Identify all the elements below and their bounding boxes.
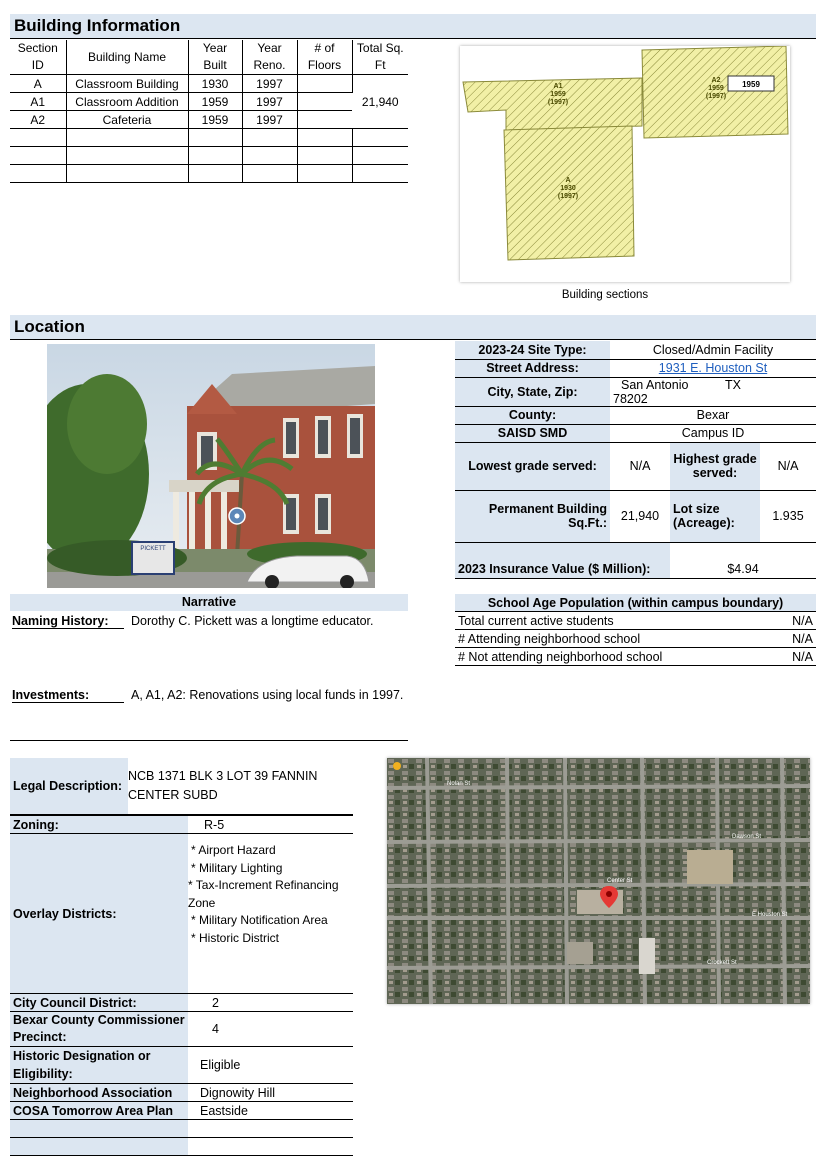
- narrative-divider: [10, 740, 408, 741]
- street-label: E Houston St: [752, 912, 788, 918]
- zip-value: 78202: [613, 391, 648, 406]
- council-value: 2: [188, 994, 353, 1012]
- population-value: N/A: [770, 648, 816, 666]
- neighborhood-row: [10, 1084, 353, 1102]
- table-row: [10, 93, 408, 111]
- location-header: [10, 315, 816, 340]
- overlay-item: * Military Notification Area: [191, 913, 328, 927]
- site-type-row: [455, 341, 816, 359]
- county-value: Bexar: [610, 406, 816, 424]
- table-cell: A2: [10, 111, 66, 129]
- population-table: [455, 594, 816, 666]
- legal-description-label: Legal Description:: [10, 758, 128, 814]
- building-photo: [47, 344, 375, 588]
- overlay-item: * Military Lighting: [191, 860, 283, 875]
- population-label: Total current active students: [455, 612, 770, 630]
- population-header-row: [455, 594, 816, 612]
- total-sqft-cell: 21,940: [352, 75, 408, 129]
- building-sections-diagram: [460, 46, 790, 282]
- table-row-empty: [10, 165, 408, 183]
- state-value: TX: [725, 377, 741, 392]
- legal-description-row: [10, 758, 353, 814]
- table-cell: 1997: [242, 111, 297, 129]
- legal-description-value: NCB 1371 BLK 3 LOT 39 FANNIN CENTER SUBD: [128, 758, 353, 814]
- sqft-lot-row: [455, 490, 816, 542]
- sections-caption: Building sections: [561, 289, 649, 301]
- legal-empty-row: [10, 1120, 353, 1138]
- building-info-title: Building Information: [14, 16, 181, 35]
- table-cell: A1: [10, 93, 66, 111]
- address-link[interactable]: 1931 E. Houston St: [658, 361, 768, 375]
- section-a2-shape: [642, 46, 788, 138]
- naming-history-label: Naming History:: [12, 614, 124, 629]
- investments-value: A, A1, A2: Renovations using local funds in 1997.: [131, 688, 404, 702]
- header-floors: # of Floors: [297, 40, 352, 75]
- perm-sqft-label: Permanent Building Sq.Ft.:: [455, 490, 610, 542]
- overlay-item: * Historic District: [191, 930, 280, 945]
- a2-reno-label: (1997): [705, 93, 727, 100]
- lowest-grade-value: N/A: [610, 442, 670, 490]
- table-cell: 1997: [242, 75, 297, 93]
- a2-box-label: 1959: [742, 80, 760, 89]
- photo-svg: [47, 344, 375, 588]
- historic-label: Historic Designation or Eligibility:: [10, 1047, 188, 1084]
- insurance-label: 2023 Insurance Value ($ Million):: [455, 542, 670, 578]
- lot-size-label: Lot size (Acreage):: [670, 490, 760, 542]
- city-value: San Antonio: [621, 377, 689, 392]
- legal-table: [10, 758, 353, 815]
- table-cell: Classroom Building: [66, 75, 188, 93]
- naming-history-value: Dorothy C. Pickett was a longtime educator.: [131, 614, 374, 628]
- header-year-reno: Year Reno.: [242, 40, 297, 75]
- council-label: City Council District:: [10, 994, 188, 1012]
- population-label: # Attending neighborhood school: [455, 630, 770, 648]
- precinct-label: Bexar County Commissioner Precinct:: [10, 1012, 188, 1047]
- header-year-built: Year Built: [188, 40, 242, 75]
- county-row: [455, 406, 816, 424]
- overlay-item: * Tax-Increment Refinancing Zone: [188, 878, 339, 910]
- a1-label: A1: [553, 83, 563, 90]
- building-info-header: [10, 14, 816, 39]
- table-row-empty: [10, 147, 408, 165]
- table-cell: [297, 93, 352, 111]
- sections-svg: [460, 46, 790, 282]
- smd-label: SAISD SMD: [455, 424, 610, 442]
- council-row: [10, 994, 353, 1012]
- zoning-label: Zoning:: [10, 816, 188, 834]
- table-row: [10, 75, 408, 93]
- overlay-row: [10, 834, 353, 994]
- insurance-row: [455, 542, 816, 578]
- investments-label: Investments:: [12, 688, 124, 703]
- population-label: # Not attending neighborhood school: [455, 648, 770, 666]
- city-state-zip-row: [455, 377, 816, 406]
- table-header-row: [10, 40, 408, 75]
- street-label: Crockett St: [707, 960, 737, 966]
- overlay-item: * Airport Hazard: [191, 843, 276, 857]
- narrative-header: Narrative: [10, 594, 408, 611]
- header-building-name: Building Name: [66, 40, 188, 75]
- smd-value: Campus ID: [610, 424, 816, 442]
- zoning-row: [10, 816, 353, 834]
- precinct-value: 4: [188, 1012, 353, 1047]
- site-type-value: Closed/Admin Facility: [610, 341, 816, 359]
- address-label: Street Address:: [455, 359, 610, 377]
- cosa-row: [10, 1102, 353, 1120]
- highest-grade-value: N/A: [760, 442, 816, 490]
- lowest-grade-label: Lowest grade served:: [455, 442, 610, 490]
- street-label: Dawson St: [732, 834, 762, 840]
- precinct-row: [10, 1012, 353, 1047]
- table-cell: 1997: [242, 93, 297, 111]
- table-row-empty: [10, 129, 408, 147]
- neighborhood-value: Dignowity Hill: [188, 1084, 353, 1102]
- table-row: [455, 630, 816, 648]
- population-value: N/A: [770, 612, 816, 630]
- a1-reno-label: (1997): [547, 99, 569, 106]
- a-year-label: 1930: [560, 185, 576, 192]
- population-value: N/A: [770, 630, 816, 648]
- header-section-id: Section ID: [10, 40, 66, 75]
- map-svg: [387, 758, 810, 1004]
- table-cell: 1959: [188, 111, 242, 129]
- historic-row: [10, 1047, 353, 1084]
- cosa-value: Eastside: [188, 1102, 353, 1120]
- a2-year-label: 1959: [708, 85, 724, 92]
- table-cell: Cafeteria: [66, 111, 188, 129]
- table-row: [455, 612, 816, 630]
- zoning-value: R-5: [188, 816, 353, 834]
- street-label: Nolan St: [447, 781, 471, 787]
- a-label: A: [565, 177, 571, 184]
- location-title: Location: [14, 317, 85, 336]
- table-row: [455, 648, 816, 666]
- overlay-label: Overlay Districts:: [10, 834, 188, 994]
- table-cell: [297, 111, 352, 129]
- grades-row: [455, 442, 816, 490]
- table-cell: Classroom Addition: [66, 93, 188, 111]
- highest-grade-label: Highest grade served:: [670, 442, 760, 490]
- city-state-zip-label: City, State, Zip:: [455, 377, 610, 406]
- site-type-label: 2023-24 Site Type:: [455, 341, 610, 359]
- zoning-table: [10, 815, 353, 1156]
- legal-empty-row: [10, 1138, 353, 1156]
- address-row: [455, 359, 816, 377]
- aerial-map[interactable]: [387, 758, 810, 1004]
- overlay-list: [188, 834, 353, 994]
- county-label: County:: [455, 406, 610, 424]
- perm-sqft-value: 21,940: [610, 490, 670, 542]
- cosa-label: COSA Tomorrow Area Plan: [10, 1102, 188, 1120]
- a-reno-label: (1997): [557, 193, 579, 200]
- table-cell: 1930: [188, 75, 242, 93]
- a2-label: A2: [711, 77, 721, 84]
- table-cell: [297, 75, 352, 93]
- sign-text: PICKETT: [140, 546, 166, 552]
- smd-row: [455, 424, 816, 442]
- table-cell: A: [10, 75, 66, 93]
- header-total-sqft: Total Sq. Ft: [356, 41, 404, 72]
- table-cell: 1959: [188, 93, 242, 111]
- population-title: School Age Population (within campus boundary): [487, 595, 784, 610]
- building-table: [10, 40, 408, 183]
- location-info-table: [455, 341, 816, 579]
- a1-year-label: 1959: [550, 91, 566, 98]
- lot-size-value: 1.935: [760, 490, 816, 542]
- insurance-value: $4.94: [670, 542, 816, 578]
- street-label: Center St: [607, 878, 633, 884]
- neighborhood-label: Neighborhood Association: [10, 1084, 188, 1102]
- historic-value: Eligible: [188, 1047, 353, 1084]
- table-row: [10, 111, 408, 129]
